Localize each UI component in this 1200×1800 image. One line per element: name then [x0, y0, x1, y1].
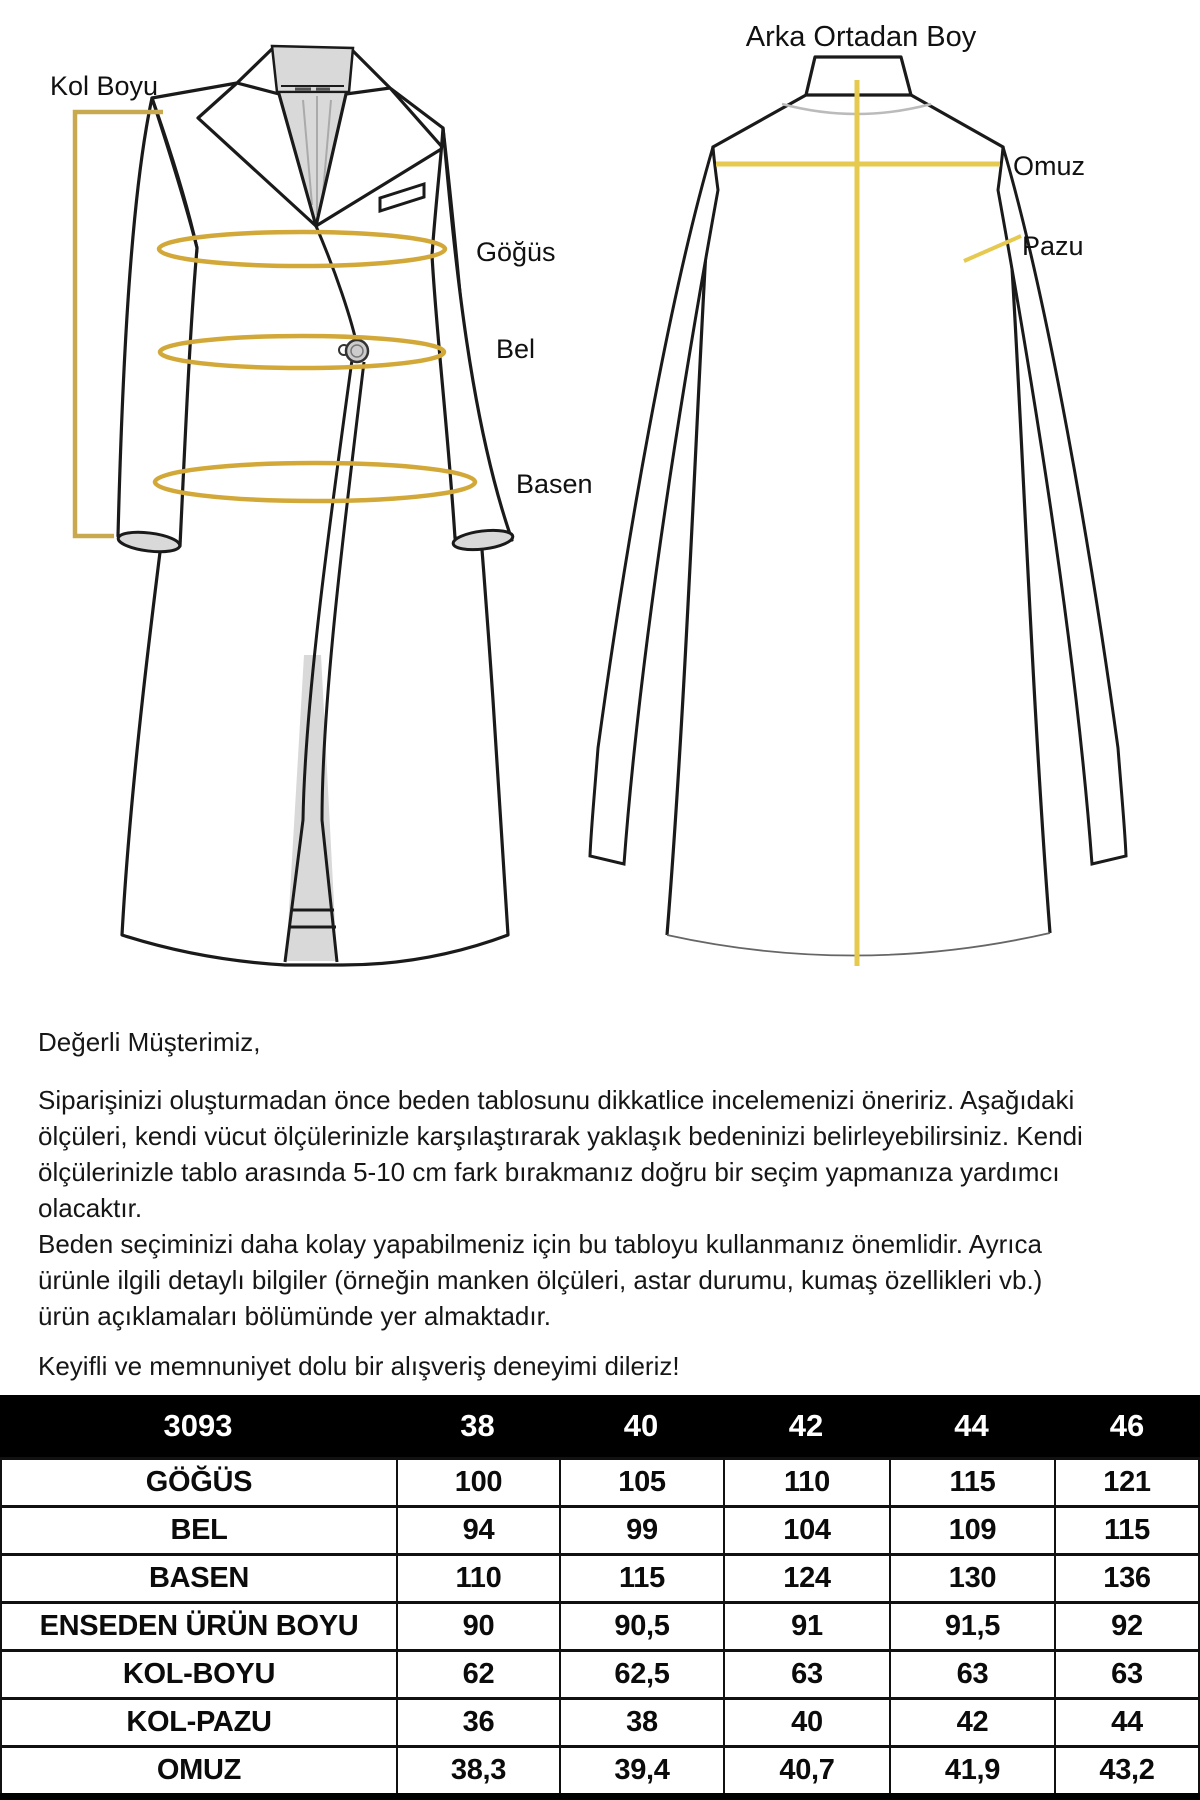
table-value: 115: [559, 1553, 723, 1601]
table-value: 121: [1054, 1457, 1200, 1505]
row-label-gogus: GÖĞÜS: [0, 1457, 396, 1505]
customer-info-text: [38, 1024, 1178, 1384]
row-label-omuz: OMUZ: [0, 1745, 396, 1793]
table-value: 40,7: [723, 1745, 889, 1793]
info-line: ölçüleri, kendi vücut ölçülerinizle karşılaştırarak yaklaşık bedeninizi belirleyebilirsiniz. Kendi: [38, 1121, 1083, 1151]
table-value: 63: [723, 1649, 889, 1697]
info-line: olacaktır.: [38, 1193, 143, 1223]
table-value: 91: [723, 1601, 889, 1649]
table-value: 40: [723, 1697, 889, 1745]
greeting-text: Değerli Müşterimiz,: [38, 1027, 261, 1057]
info-line: Siparişinizi oluşturmadan önce beden tablosunu dikkatlice incelemenizi öneririz. Aşağıdaki: [38, 1085, 1075, 1115]
label-kol-boyu: Kol Boyu: [50, 71, 159, 101]
info-line: ürün açıklamaları bölümünde yer almaktadır.: [38, 1301, 552, 1331]
label-pazu: Pazu: [1022, 231, 1084, 261]
table-value: 109: [889, 1505, 1054, 1553]
table-value: 62,5: [559, 1649, 723, 1697]
table-value: 115: [1054, 1505, 1200, 1553]
label-gogus: Göğüs: [476, 237, 556, 267]
label-basen: Basen: [516, 469, 593, 499]
table-value: 36: [396, 1697, 559, 1745]
row-label-basen: BASEN: [0, 1553, 396, 1601]
front-coat-drawing: [117, 46, 514, 965]
info-line: ölçülerinizle tablo arasında 5-10 cm fark bırakmanız doğru bir seçim yapmanıza yardımcı: [38, 1157, 1060, 1187]
sizing-instructions: [38, 1082, 1178, 1334]
info-line: ürünle ilgili detaylı bilgiler (örneğin manken ölçüleri, astar durumu, kumaş özellikleri vb.): [38, 1265, 1043, 1295]
table-value: 90,5: [559, 1601, 723, 1649]
table-value: 63: [889, 1649, 1054, 1697]
table-value: 92: [1054, 1601, 1200, 1649]
table-value: 99: [559, 1505, 723, 1553]
table-value: 104: [723, 1505, 889, 1553]
row-label-kol-boyu: KOL-BOYU: [0, 1649, 396, 1697]
row-label-bel: BEL: [0, 1505, 396, 1553]
table-value: 63: [1054, 1649, 1200, 1697]
table-value: 105: [559, 1457, 723, 1505]
size-table-header-size: 38: [396, 1395, 559, 1457]
table-value: 38: [559, 1697, 723, 1745]
table-value: 124: [723, 1553, 889, 1601]
size-table-model-code: 3093: [0, 1395, 396, 1457]
size-table: [0, 1395, 1200, 1800]
size-table-header-size: 46: [1054, 1395, 1200, 1457]
closing-text: Keyifli ve memnuniyet dolu bir alışveriş deneyimi dileriz!: [38, 1351, 680, 1381]
info-line: Beden seçiminizi daha kolay yapabilmeniz için bu tabloyu kullanmanız önemlidir. Ayrıca: [38, 1229, 1042, 1259]
table-value: 42: [889, 1697, 1054, 1745]
row-label-kol-pazu: KOL-PAZU: [0, 1697, 396, 1745]
size-table-header-size: 42: [723, 1395, 889, 1457]
label-omuz: Omuz: [1013, 151, 1086, 181]
table-value: 90: [396, 1601, 559, 1649]
size-table-header-size: 40: [559, 1395, 723, 1457]
table-value: 38,3: [396, 1745, 559, 1793]
label-arka-ortadan-boy: Arka Ortadan Boy: [745, 21, 977, 53]
table-bottom-border: [0, 1793, 1200, 1800]
label-bel: Bel: [496, 334, 536, 364]
table-value: 136: [1054, 1553, 1200, 1601]
table-value: 44: [1054, 1697, 1200, 1745]
table-value: 39,4: [559, 1745, 723, 1793]
table-value: 115: [889, 1457, 1054, 1505]
table-value: 100: [396, 1457, 559, 1505]
table-value: 91,5: [889, 1601, 1054, 1649]
row-label-enseden-urun-boyu: ENSEDEN ÜRÜN BOYU: [0, 1601, 396, 1649]
table-value: 43,2: [1054, 1745, 1200, 1793]
table-value: 94: [396, 1505, 559, 1553]
table-value: 62: [396, 1649, 559, 1697]
table-value: 130: [889, 1553, 1054, 1601]
table-value: 110: [723, 1457, 889, 1505]
table-value: 41,9: [889, 1745, 1054, 1793]
size-table-header-size: 44: [889, 1395, 1054, 1457]
table-value: 110: [396, 1553, 559, 1601]
